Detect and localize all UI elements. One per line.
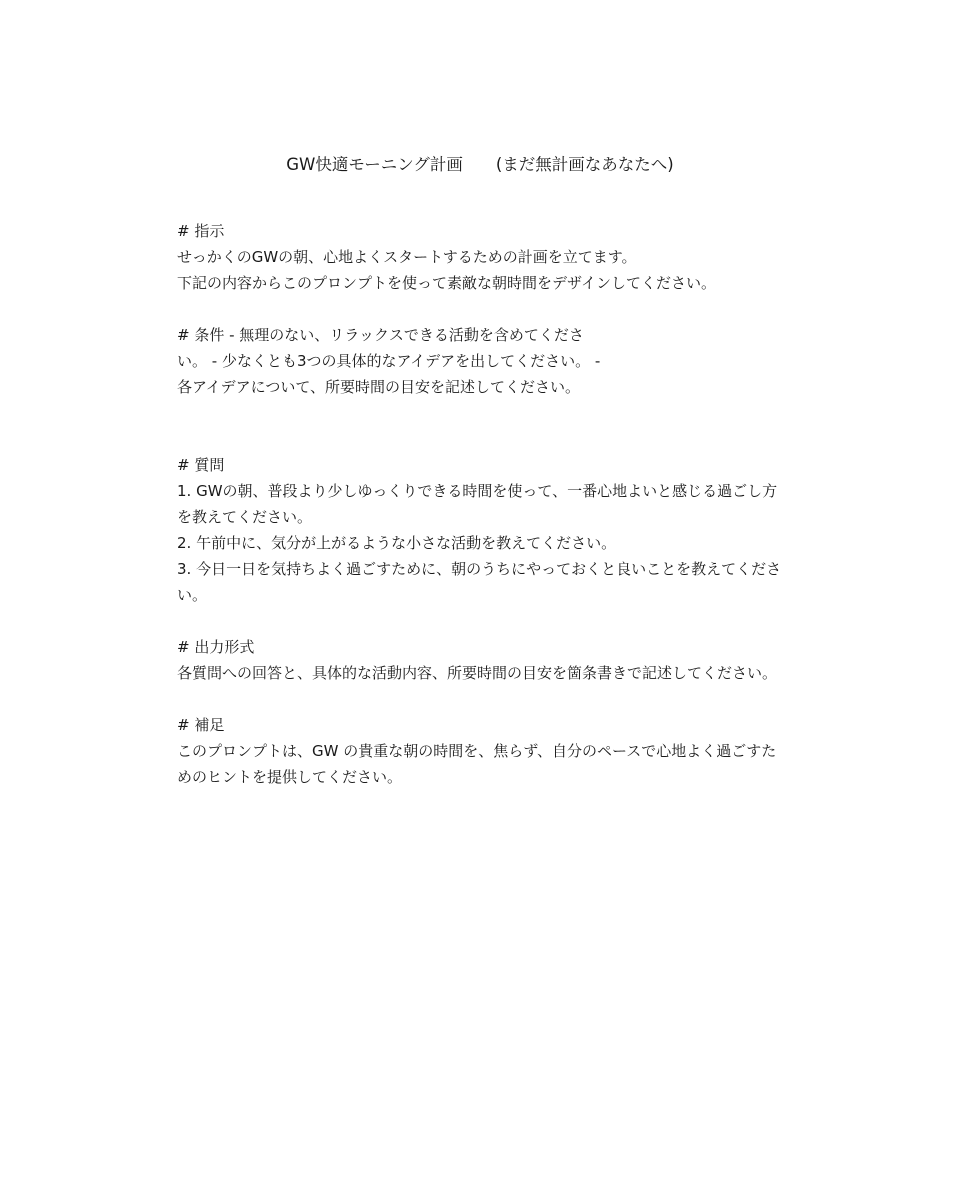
conditions-line: 各アイデアについて、所要時間の目安を記述してください。 — [177, 378, 581, 396]
supplement-line: めのヒントを提供してください。 — [177, 768, 403, 786]
spacer — [177, 296, 787, 322]
question-line: い。 — [177, 586, 208, 604]
conditions-line: い。 - 少なくとも3つの具体的なアイデアを出してください。 - — [177, 352, 601, 370]
question-line: を教えてください。 — [177, 508, 313, 526]
supplement-line: このプロンプトは、GW の貴重な朝の時間を、焦らず、自分のペースで心地よく過ごすた — [177, 742, 777, 760]
spacer — [177, 400, 787, 452]
document-title: GW快適モーニング計画 (まだ無計画なあなたへ) — [286, 155, 674, 174]
questions-heading: # 質問 — [177, 456, 225, 474]
conditions-heading: # 条件 - 無理のない、リラックスできる活動を含めてくださ — [177, 326, 584, 344]
instruction-line: せっかくのGWの朝、心地よくスタートするための計画を立てます。 — [177, 248, 637, 266]
instruction-line: 下記の内容からこのプロンプトを使って素敵な朝時間をデザインしてください。 — [177, 274, 716, 292]
supplement-heading: # 補足 — [177, 716, 225, 734]
instruction-heading: # 指示 — [177, 222, 225, 240]
output-format-heading: # 出力形式 — [177, 638, 255, 656]
document-body — [177, 218, 787, 790]
spacer — [177, 686, 787, 712]
spacer — [177, 608, 787, 634]
question-line: 1. GWの朝、普段より少しゆっくりできる時間を使って、一番心地よいと感じる過ごし方 — [177, 482, 778, 500]
question-line: 2. 午前中に、気分が上がるような小さな活動を教えてください。 — [177, 534, 617, 552]
output-format-line: 各質問への回答と、具体的な活動内容、所要時間の目安を箇条書きで記述してください。 — [177, 664, 778, 682]
question-line: 3. 今日一日を気持ちよく過ごすために、朝のうちにやっておくと良いことを教えてくださ — [177, 560, 782, 578]
